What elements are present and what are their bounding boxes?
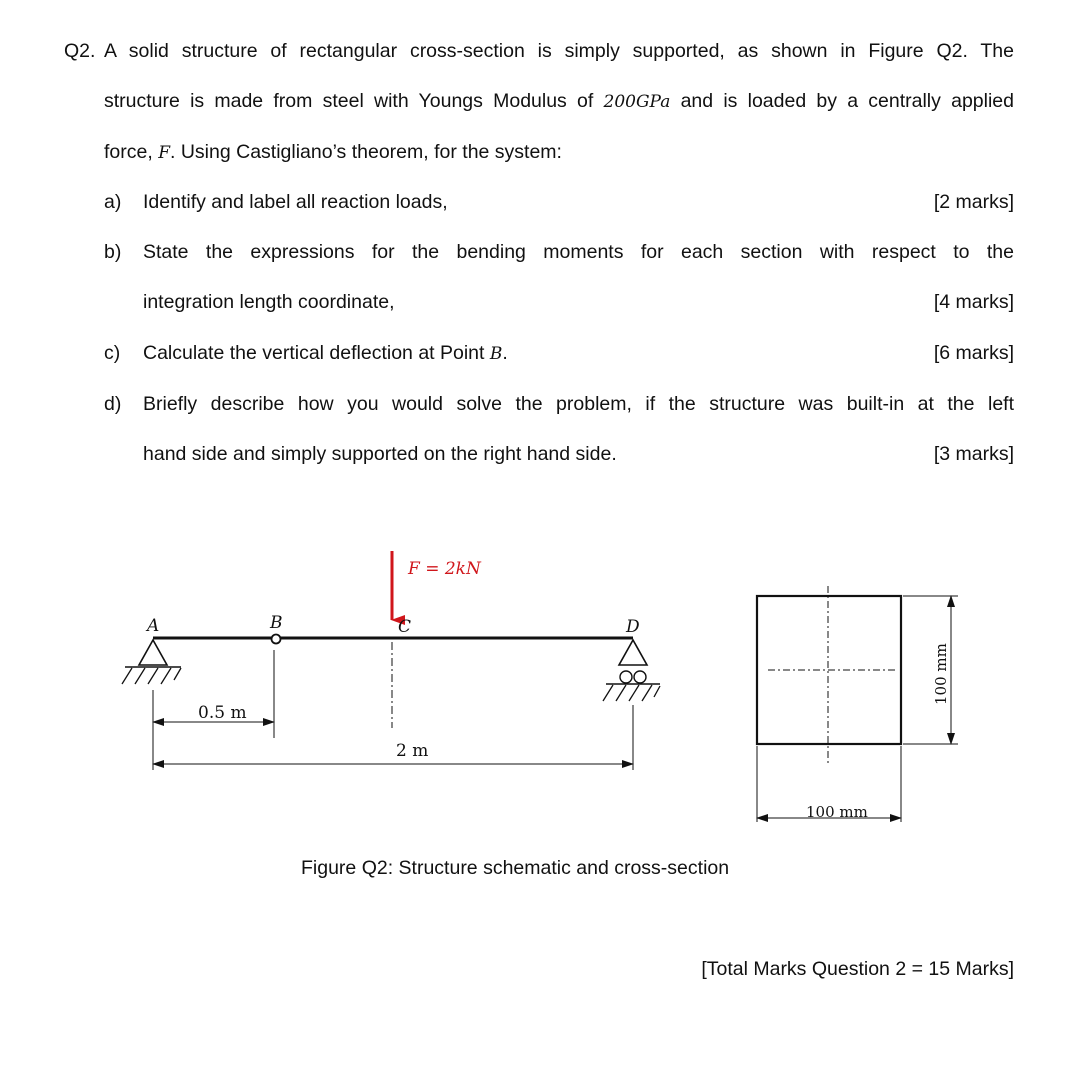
point-d-label: D — [626, 617, 640, 637]
question-intro-line1: A solid structure of rectangular cross-section is simply supported, as shown in Figure Q2. The — [104, 40, 1014, 62]
figure-caption: Figure Q2: Structure schematic and cross-section — [301, 857, 730, 879]
section-height-label: 100 mm — [932, 643, 950, 705]
part-a-text: Identify and label all reaction loads, — [143, 191, 448, 213]
question-intro-line2 — [104, 90, 1014, 113]
part-b-letter: b) — [104, 241, 122, 263]
force-symbol: F — [158, 143, 170, 163]
part-b-text-line1: State the expressions for the bending moments for each section with respect to the — [143, 241, 1014, 263]
youngs-modulus-value: 200GPa — [603, 92, 671, 112]
part-a-marks: [2 marks] — [933, 191, 1014, 213]
dimension-ab-label — [198, 703, 247, 723]
part-d-text-line1: Briefly describe how you would solve the problem, if the structure was built-in at the left — [143, 393, 1014, 415]
point-c-label: C — [398, 617, 412, 637]
part-c-text-end: . — [502, 342, 508, 364]
roller-support-d — [603, 640, 660, 701]
intro-text-c: force, — [104, 141, 153, 163]
part-c-letter: c) — [104, 342, 121, 364]
part-c-text — [143, 342, 508, 365]
part-c-point: B — [489, 344, 503, 364]
intro-text-b: and is loaded by a centrally applied — [680, 90, 1014, 112]
force-label: F = 2kN — [408, 559, 481, 579]
pin-support-a — [122, 640, 181, 684]
question-intro-line3 — [104, 141, 562, 164]
section-width-label: 100 mm — [806, 803, 868, 821]
intro-text-d: . Using Castigliano’s theorem, for the system: — [170, 141, 562, 163]
point-b-label: B — [270, 613, 283, 633]
point-a-label: A — [147, 616, 160, 636]
total-marks: [Total Marks Question 2 = 15 Marks] — [701, 958, 1014, 980]
structure-figure — [0, 530, 1080, 840]
question-number: Q2. — [64, 40, 96, 62]
intro-text-a: structure is made from steel with Youngs Modulus of — [104, 90, 594, 112]
hinge-b — [272, 635, 281, 644]
part-a-letter: a) — [104, 191, 122, 213]
part-b-marks: [4 marks] — [933, 291, 1014, 313]
part-d-marks: [3 marks] — [933, 443, 1014, 465]
part-c-text-main: Calculate the vertical deflection at Point — [143, 342, 485, 364]
part-d-letter: d) — [104, 393, 122, 415]
dim-ab-text: 0.5 m — [198, 703, 247, 723]
dimension-ad-label: 2 m — [396, 741, 429, 761]
part-c-marks: [6 marks] — [933, 342, 1014, 364]
part-b-text-line2: integration length coordinate, — [143, 291, 395, 313]
part-d-text-line2: hand side and simply supported on the right hand side. — [143, 443, 617, 465]
